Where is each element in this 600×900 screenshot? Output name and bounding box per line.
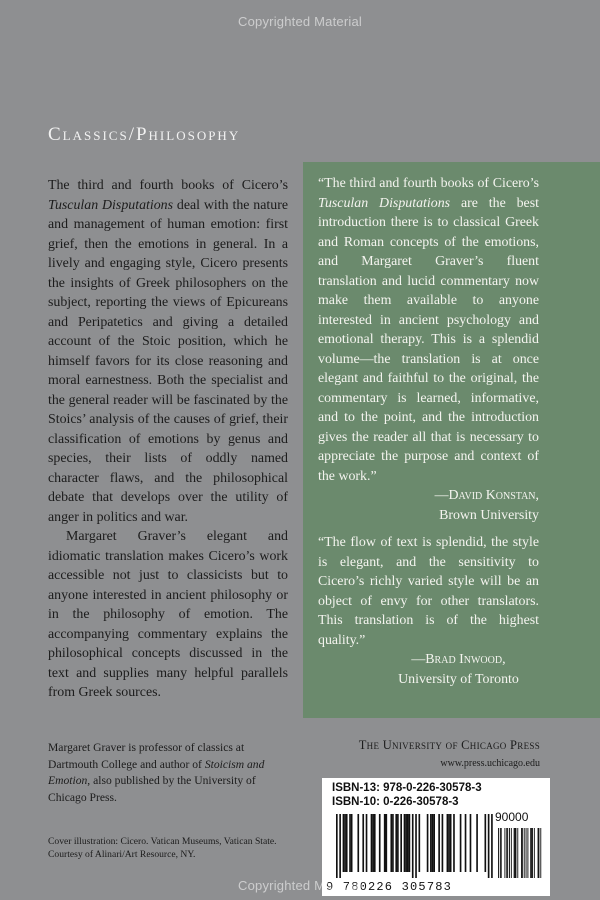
barcode-bar bbox=[374, 814, 376, 872]
italic-title: Tusculan Disputations bbox=[48, 197, 174, 213]
barcode-bar bbox=[460, 814, 462, 872]
quote-konstan-affiliation: Brown University bbox=[439, 507, 539, 523]
barcode-bar bbox=[379, 814, 381, 872]
addon-bar bbox=[538, 828, 539, 878]
publisher-url: www.press.uchicago.edu bbox=[440, 758, 540, 769]
addon-bar bbox=[530, 828, 531, 878]
barcode-bar bbox=[453, 814, 455, 872]
barcode-bar bbox=[432, 814, 434, 872]
barcode-bar bbox=[390, 814, 392, 872]
barcode-bar bbox=[384, 814, 386, 872]
barcode-bar bbox=[351, 814, 353, 872]
barcode-bar bbox=[372, 814, 374, 872]
addon-bar bbox=[522, 828, 523, 878]
blurb-quotes bbox=[318, 174, 539, 689]
isbn-10: ISBN-10: 0-226-30578-3 bbox=[332, 796, 459, 808]
barcode-bar bbox=[346, 814, 348, 872]
addon-bar bbox=[517, 828, 518, 878]
addon-bar bbox=[515, 828, 516, 878]
addon-barcode-bars bbox=[498, 828, 541, 878]
addon-bar bbox=[540, 828, 541, 878]
barcode-bar bbox=[409, 814, 411, 872]
barcode-bar bbox=[371, 814, 373, 872]
barcode-bar bbox=[491, 814, 493, 878]
quote-konstan: “The third and fourth books of Cicero’s Tusculan Disputations are the best introduction there is to classical Greek and Roman concepts of the emotions, and Margaret Graver’s fluent translation and lucid commentary now make them available to anyone interested in ancient psychology and emotional therapy. This is a splendid volume—the translation is at once elegant and faithful to the original, the commentary is learned, informative, and to the point, and the introduction gives the reader all that is necessary to appreciate the purpose and context of the work.” bbox=[318, 176, 539, 484]
barcode-bar bbox=[407, 814, 409, 872]
barcode-bar bbox=[419, 814, 421, 872]
quote-inwood-affiliation: University of Toronto bbox=[398, 671, 519, 687]
barcode-bar bbox=[438, 814, 440, 872]
addon-bar bbox=[504, 828, 505, 878]
addon-bar bbox=[538, 828, 539, 878]
addon-bar bbox=[498, 828, 499, 878]
barcode-bar bbox=[339, 814, 341, 878]
barcode-bar bbox=[427, 814, 429, 872]
addon-bar bbox=[501, 828, 502, 878]
cover-credit-line-2: Courtesy of Alinari/Art Resource, NY. bbox=[48, 849, 196, 860]
author-bio: Margaret Graver is professor of classics at Dartmouth College and author of Stoicism and Emotion, also published by the University of Chicago Press. bbox=[48, 741, 265, 804]
barcode-bar bbox=[448, 814, 450, 872]
barcode-bar bbox=[362, 814, 364, 872]
copyright-watermark-top: Copyrighted Material bbox=[238, 14, 362, 29]
copyright-watermark-bottom: Copyrighted Material bbox=[238, 878, 362, 893]
addon-bar bbox=[509, 828, 510, 878]
description-paragraph-1: The third and fourth books of Cicero’s Tusculan Disputations deal with the nature and management of human emotion: first grief, then the emotions in general. In a lively and engaging style, Cicero presents the insights of Greek philosophers on the subject, reporting the views of Epicureans and Peripatetics and giving a detailed account of the Stoic position, which he himself favors for its close reasoning and moral earnestness. Both the specialist and the general reader will be fascinated by the Stoics’ analysis of the causes of grief, their classification of emotions by genus and species, their lists of oddly named character flaws, and the philosophical debate that develops over the utility of anger in politics and war. bbox=[48, 178, 288, 525]
quote-konstan-author: —David Konstan, bbox=[434, 488, 539, 503]
addon-bar bbox=[521, 828, 522, 878]
addon-bar bbox=[524, 828, 525, 878]
addon-bar bbox=[511, 828, 512, 878]
price-code: 90000 bbox=[495, 810, 529, 824]
book-description bbox=[48, 176, 288, 703]
addon-bar bbox=[515, 828, 516, 878]
addon-bar bbox=[527, 828, 528, 878]
publisher-name: The University of Chicago Press bbox=[358, 738, 540, 752]
barcode-bar bbox=[442, 814, 444, 872]
barcode-bar bbox=[344, 814, 346, 872]
barcode-bar bbox=[470, 814, 472, 872]
italic-title: Stoicism and Emotion bbox=[48, 757, 265, 787]
cover-credit-line-1: Cover illustration: Cicero. Vatican Museums, Vatican State. bbox=[48, 836, 277, 847]
barcode-bar bbox=[433, 814, 435, 872]
barcode-bar bbox=[412, 814, 414, 878]
barcode-bar bbox=[336, 814, 338, 878]
description-paragraph-2: Margaret Graver’s elegant and idiomatic translation makes Cicero’s work accessible not just to classicists but to anyone interested in ancient philosophy or in the philosophy of emotion. The accompanying commentary explains the philosophical concepts discussed in the text and supplies many helpful parallels from Greek sources. bbox=[48, 529, 288, 700]
addon-bar bbox=[534, 828, 535, 878]
barcode-bar bbox=[404, 814, 406, 872]
cover-credit bbox=[48, 835, 278, 861]
barcode-bar bbox=[447, 814, 449, 872]
barcode-bar bbox=[392, 814, 394, 872]
barcode-bar bbox=[430, 814, 432, 872]
quote-inwood: “The flow of text is splendid, the style is elegant, and the sensitivity to Cicero’s richly varied style will be an object of envy for other translators. This translation is of the highest quality.” bbox=[318, 535, 539, 648]
barcode-bar bbox=[349, 814, 351, 872]
ean-barcode-bars bbox=[336, 814, 493, 878]
italic-title: Tusculan Disputations bbox=[318, 195, 451, 211]
barcode-bar bbox=[415, 814, 417, 878]
barcode-bar bbox=[485, 814, 487, 872]
barcode-bar bbox=[488, 814, 490, 878]
addon-bar bbox=[500, 828, 501, 878]
barcode-bar bbox=[450, 814, 452, 872]
barcode-bar bbox=[400, 814, 402, 872]
ean-digits: 9 780226 305783 bbox=[326, 880, 453, 894]
barcode-bar bbox=[386, 814, 388, 872]
addon-bar bbox=[507, 828, 508, 878]
addon-bar bbox=[532, 828, 533, 878]
category-heading: Classics/Philosophy bbox=[48, 124, 241, 145]
addon-bar bbox=[531, 828, 532, 878]
barcode-bar bbox=[465, 814, 467, 872]
barcode-bar bbox=[357, 814, 359, 872]
quote-inwood-author: —Brad Inwood, bbox=[411, 652, 506, 667]
barcode-bar bbox=[476, 814, 478, 872]
addon-bar bbox=[506, 828, 507, 878]
barcode-bar bbox=[405, 814, 407, 872]
barcode-bar bbox=[366, 814, 368, 872]
barcode-bar bbox=[397, 814, 399, 872]
isbn-13: ISBN-13: 978-0-226-30578-3 bbox=[332, 782, 482, 794]
barcode-bar bbox=[395, 814, 397, 872]
addon-bar bbox=[514, 828, 515, 878]
addon-bar bbox=[526, 828, 527, 878]
barcode-bar bbox=[343, 814, 345, 872]
